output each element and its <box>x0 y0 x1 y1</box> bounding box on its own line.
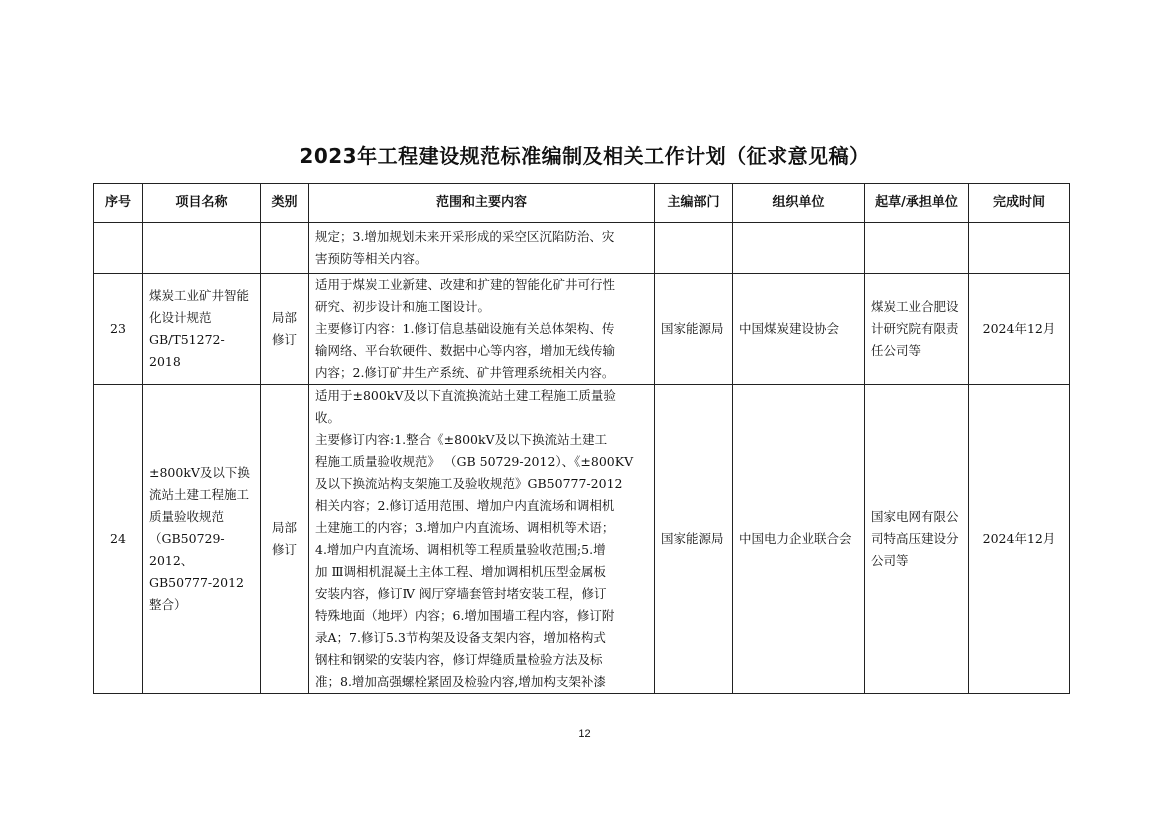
row-no: 23 <box>94 274 143 385</box>
row-project-name: ±800kV及以下换流站土建工程施工质量验收规范（GB50729-2012、GB50777-2012整合） <box>143 385 261 694</box>
header-completion-time: 完成时间 <box>969 184 1070 223</box>
scope-line: 钢柱和钢梁的安装内容，修订焊缝质量检验方法及标 <box>315 652 603 667</box>
table-row <box>94 274 1070 385</box>
row-organizing-unit: 中国电力企业联合会 <box>733 385 865 694</box>
scope-line: 准；8.增加高强螺栓紧固及检验内容,增加构支架补漆 <box>315 674 606 689</box>
row-completion-time: 2024年12月 <box>969 274 1070 385</box>
header-category: 类别 <box>261 184 309 223</box>
row-chief-editor-dept <box>655 223 733 274</box>
row-no <box>94 223 143 274</box>
scope-line: 特殊地面（地坪）内容；6.增加围墙工程内容，修订附 <box>315 608 615 623</box>
scope-line: 相关内容；2.修订适用范围、增加户内直流场和调相机 <box>315 498 615 513</box>
row-chief-editor-dept: 国家能源局 <box>655 385 733 694</box>
row-project-name <box>143 223 261 274</box>
scope-line: 安装内容，修订Ⅳ 阀厅穿墙套管封堵安装工程，修订 <box>315 586 607 601</box>
row-drafting-unit: 煤炭工业合肥设计研究院有限责任公司等 <box>865 274 969 385</box>
scope-line: 土建施工的内容；3.增加户内直流场、调相机等术语； <box>315 520 615 535</box>
row-category: 局部修订 <box>261 274 309 385</box>
row-project-name: 煤炭工业矿井智能化设计规范GB/T51272-2018 <box>143 274 261 385</box>
header-chief-editor-dept: 主编部门 <box>655 184 733 223</box>
row-drafting-unit: 国家电网有限公司特高压建设分公司等 <box>865 385 969 694</box>
header-no: 序号 <box>94 184 143 223</box>
table-row <box>94 385 1070 694</box>
header-organizing-unit: 组织单位 <box>733 184 865 223</box>
header-project-name: 项目名称 <box>143 184 261 223</box>
scope-line: 规定；3.增加规划未来开采形成的采空区沉陷防治、灾 <box>315 229 615 244</box>
row-category <box>261 223 309 274</box>
scope-line: 加 Ⅲ调相机混凝土主体工程、增加调相机压型金属板 <box>315 564 607 579</box>
row-organizing-unit <box>733 223 865 274</box>
row-no: 24 <box>94 385 143 694</box>
scope-line: 输网络、平台软硬件、数据中心等内容，增加无线传输 <box>315 343 616 358</box>
document-title: 2023年工程建设规范标准编制及相关工作计划（征求意见稿） <box>299 144 870 168</box>
scope-line: 研究、初步设计和施工图设计。 <box>315 299 491 314</box>
scope-line: 及以下换流站构支架施工及验收规范》GB50777-2012 <box>315 476 623 491</box>
row-chief-editor-dept: 国家能源局 <box>655 274 733 385</box>
work-plan-table <box>93 183 1070 694</box>
scope-line: 主要修订内容：1.修订信息基础设施有关总体架构、传 <box>315 321 615 336</box>
scope-line: 4.增加户内直流场、调相机等工程质量验收范围;5.增 <box>315 542 606 557</box>
row-completion-time: 2024年12月 <box>969 385 1070 694</box>
row-category: 局部修订 <box>261 385 309 694</box>
scope-line: 适用于±800kV及以下直流换流站土建工程施工质量验 <box>315 388 616 403</box>
table-row <box>94 223 1070 274</box>
scope-line: 程施工质量验收规范》 （GB 50729-2012）、《±800KV <box>315 454 634 469</box>
row-organizing-unit: 中国煤炭建设协会 <box>733 274 865 385</box>
page-number: 12 <box>578 728 591 740</box>
row-completion-time <box>969 223 1070 274</box>
scope-line: 收。 <box>315 410 341 425</box>
header-scope: 范围和主要内容 <box>309 184 655 223</box>
scope-line: 适用于煤炭工业新建、改建和扩建的智能化矿井可行性 <box>315 277 616 292</box>
row-scope <box>309 223 655 274</box>
header-drafting-unit: 起草/承担单位 <box>865 184 969 223</box>
row-scope <box>309 274 655 385</box>
scope-line: 录A；7.修订5.3节构架及设备支架内容，增加格构式 <box>315 630 606 645</box>
scope-line: 害预防等相关内容。 <box>315 251 428 266</box>
scope-line: 主要修订内容:1.整合《±800kV及以下换流站土建工 <box>315 432 608 447</box>
table-header-row <box>94 184 1070 223</box>
row-scope <box>309 385 655 694</box>
row-drafting-unit <box>865 223 969 274</box>
scope-line: 内容；2.修订矿井生产系统、矿井管理系统相关内容。 <box>315 365 615 380</box>
